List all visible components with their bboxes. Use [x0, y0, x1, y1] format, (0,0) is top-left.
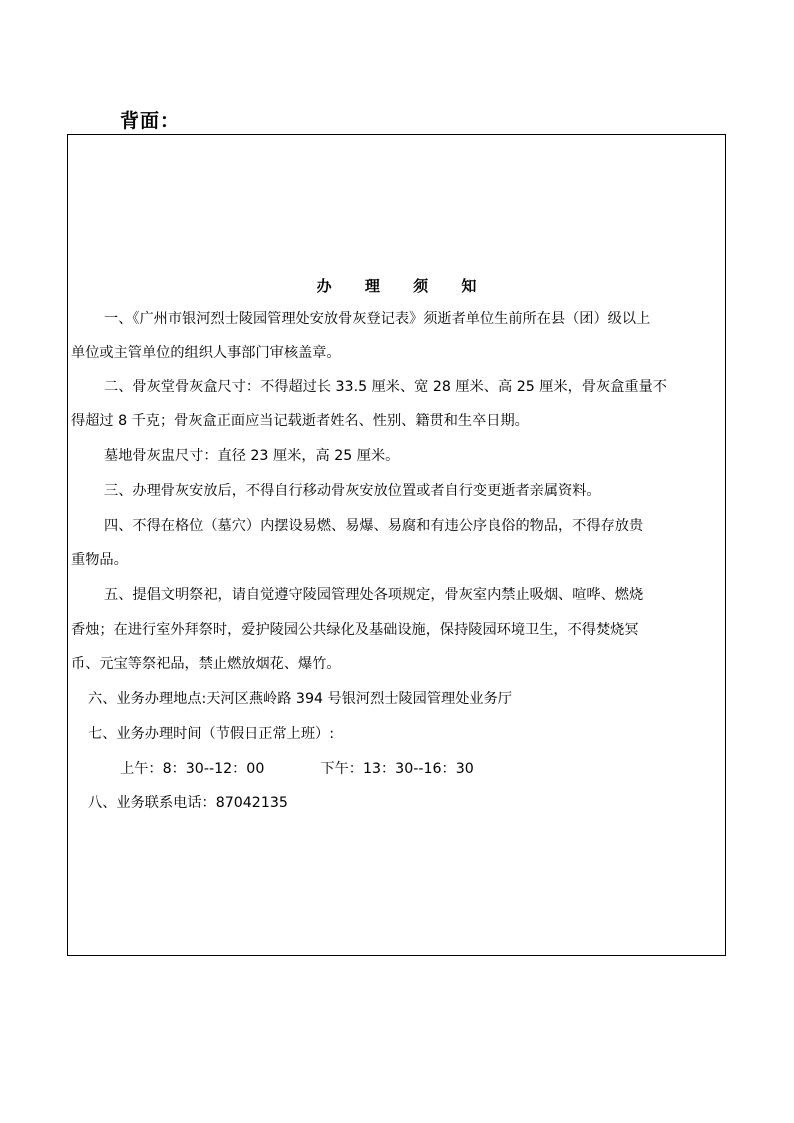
page-label: 背面： [120, 110, 181, 132]
notice-item-4-line-2: 重物品。 [71, 552, 128, 568]
business-hours-am: 上午：8：30--12：00 [120, 761, 265, 777]
notice-box [67, 134, 726, 956]
business-hours-pm: 下午：13：30--16：30 [320, 761, 474, 777]
notice-item-8: 八、业务联系电话：87042135 [88, 795, 288, 811]
business-hours [120, 759, 474, 779]
notice-item-1-line-2: 单位或主管单位的组织人事部门审核盖章。 [71, 345, 341, 361]
notice-item-3: 三、办理骨灰安放后，不得自行移动骨灰安放位置或者自行变更逝者亲属资料。 [104, 483, 601, 499]
notice-item-5-line-1: 五、提倡文明祭祀，请自觉遵守陵园管理处各项规定，骨灰室内禁止吸烟、喧哗、燃烧 [104, 587, 644, 603]
notice-item-5-line-3: 币、元宝等祭祀品，禁止燃放烟花、爆竹。 [71, 656, 341, 672]
notice-title: 办 理 须 知 [316, 277, 491, 295]
notice-item-2-line-2: 得超过 8 千克；骨灰盒正面应当记载逝者姓名、性别、籍贯和生卒日期。 [71, 413, 529, 429]
notice-item-1-line-1: 一、《广州市银河烈士陵园管理处安放骨灰登记表》须逝者单位生前所在县（团）级以上 [104, 311, 651, 327]
notice-item-4-line-1: 四、不得在格位（墓穴）内摆设易燃、易爆、易腐和有违公序良俗的物品，不得存放贵 [104, 518, 644, 534]
notice-item-6: 六、业务办理地点:天河区燕岭路 394 号银河烈士陵园管理处业务厅 [88, 691, 512, 707]
notice-item-7: 七、业务办理时间（节假日正常上班）: [88, 726, 334, 742]
notice-item-2-extra: 墓地骨灰盅尺寸：直径 23 厘米，高 25 厘米。 [104, 448, 400, 464]
notice-item-2-line-1: 二、骨灰堂骨灰盒尺寸：不得超过长 33.5 厘米、宽 28 厘米、高 25 厘米，骨灰盒重量不 [104, 379, 667, 395]
notice-item-5-line-2: 香烛；在进行室外拜祭时，爱护陵园公共绿化及基础设施，保持陵园环境卫生，不得焚烧冥 [71, 622, 639, 638]
